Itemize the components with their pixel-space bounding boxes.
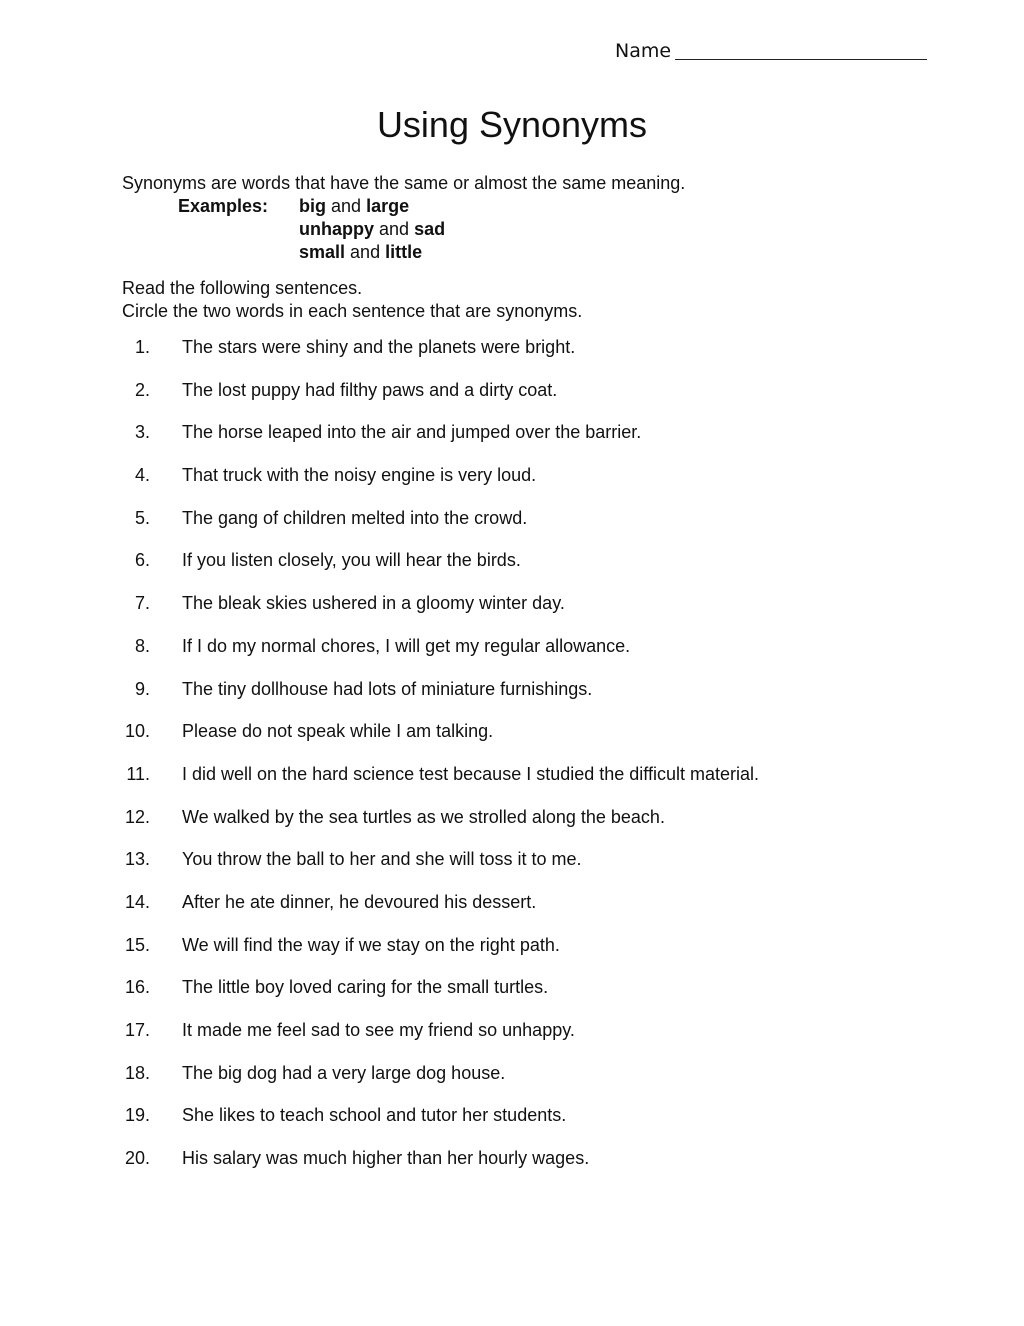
question-item — [0, 1062, 1024, 1105]
example-word: sad — [414, 219, 446, 239]
question-sentence[interactable]: It made me feel sad to see my friend so unhappy. — [182, 1020, 575, 1040]
question-number: 3. — [134, 422, 150, 443]
question-item — [0, 891, 1024, 934]
question-item — [0, 421, 1024, 464]
question-sentence[interactable]: After he ate dinner, he devoured his dessert. — [182, 891, 537, 912]
example-word: large — [366, 196, 410, 216]
example-word: small — [299, 242, 346, 262]
example-word: unhappy — [299, 219, 374, 239]
question-item — [0, 763, 1024, 806]
question-number: 4. — [134, 465, 150, 486]
name-field — [615, 40, 927, 62]
question-item — [0, 635, 1024, 678]
question-item — [0, 464, 1024, 507]
question-number: 5. — [134, 507, 150, 528]
question-item — [0, 934, 1024, 977]
question-number: 9. — [134, 678, 150, 699]
instruction-line: Circle the two words in each sentence that are synonyms. — [122, 301, 583, 321]
question-item — [0, 976, 1024, 1019]
examples-list — [299, 195, 445, 264]
question-number: 11. — [126, 763, 150, 784]
question-sentence[interactable]: The horse leaped into the air and jumped over the barrier. — [182, 422, 642, 443]
question-item — [0, 592, 1024, 635]
question-number: 17. — [124, 1020, 150, 1040]
question-number: 14. — [124, 891, 150, 912]
question-sentence[interactable]: If you listen closely, you will hear the birds. — [182, 550, 521, 571]
question-sentence[interactable]: We walked by the sea turtles as we strolled along the beach. — [182, 806, 665, 827]
question-sentence[interactable]: The little boy loved caring for the small turtles. — [182, 977, 549, 998]
question-item — [0, 1019, 1024, 1062]
example-pair — [299, 241, 445, 264]
example-word: little — [385, 242, 423, 262]
question-sentence[interactable]: The big dog had a very large dog house. — [182, 1062, 506, 1083]
instructions — [122, 277, 582, 323]
question-sentence[interactable]: Please do not speak while I am talking. — [182, 721, 494, 742]
question-number: 1. — [134, 337, 150, 357]
example-joiner: and — [331, 196, 362, 216]
question-number: 2. — [134, 379, 150, 400]
question-number: 15. — [124, 934, 150, 955]
example-joiner: and — [350, 242, 381, 262]
question-number: 7. — [134, 593, 150, 614]
example-pair — [299, 195, 445, 218]
question-number: 18. — [124, 1062, 150, 1083]
question-sentence[interactable]: The bleak skies ushered in a gloomy winter day. — [182, 593, 565, 614]
question-sentence[interactable]: The stars were shiny and the planets were bright. — [182, 337, 576, 357]
question-list — [0, 336, 1024, 1190]
question-item — [0, 507, 1024, 550]
examples-label: Examples: — [178, 196, 269, 216]
question-sentence[interactable]: She likes to teach school and tutor her students. — [182, 1105, 567, 1126]
page-title: Using Synonyms — [376, 104, 648, 145]
example-joiner: and — [379, 219, 410, 239]
question-item — [0, 678, 1024, 721]
question-item — [0, 549, 1024, 592]
question-number: 6. — [134, 550, 150, 571]
question-item — [0, 1104, 1024, 1147]
question-number: 20. — [124, 1148, 150, 1169]
name-label: Name — [615, 40, 672, 62]
question-item — [0, 848, 1024, 891]
question-number: 8. — [134, 635, 150, 656]
question-sentence[interactable]: The lost puppy had filthy paws and a dirty coat. — [182, 379, 558, 400]
example-pair — [299, 218, 445, 241]
question-item — [0, 379, 1024, 422]
question-sentence[interactable]: The gang of children melted into the crowd. — [182, 507, 528, 528]
question-sentence[interactable]: If I do my normal chores, I will get my regular allowance. — [182, 635, 631, 656]
question-sentence[interactable]: I did well on the hard science test because I studied the difficult material. — [182, 763, 759, 784]
question-sentence[interactable]: That truck with the noisy engine is very loud. — [182, 465, 537, 486]
question-number: 10. — [124, 721, 150, 742]
question-sentence[interactable]: The tiny dollhouse had lots of miniature furnishings. — [182, 678, 593, 699]
question-sentence[interactable]: His salary was much higher than her hourly wages. — [182, 1148, 590, 1169]
question-number: 16. — [124, 977, 150, 998]
instruction-line: Read the following sentences. — [122, 278, 363, 298]
question-number: 19. — [124, 1105, 150, 1126]
question-sentence[interactable]: You throw the ball to her and she will toss it to me. — [182, 849, 582, 870]
question-number: 12. — [124, 806, 150, 827]
intro-text: Synonyms are words that have the same or almost the same meaning. — [122, 173, 686, 193]
question-item — [0, 336, 1024, 379]
question-item — [0, 1147, 1024, 1190]
question-item — [0, 806, 1024, 849]
example-word: big — [299, 196, 326, 216]
question-item — [0, 720, 1024, 763]
question-sentence[interactable]: We will find the way if we stay on the right path. — [182, 934, 560, 955]
question-number: 13. — [124, 849, 150, 870]
name-blank-line[interactable] — [675, 59, 927, 60]
